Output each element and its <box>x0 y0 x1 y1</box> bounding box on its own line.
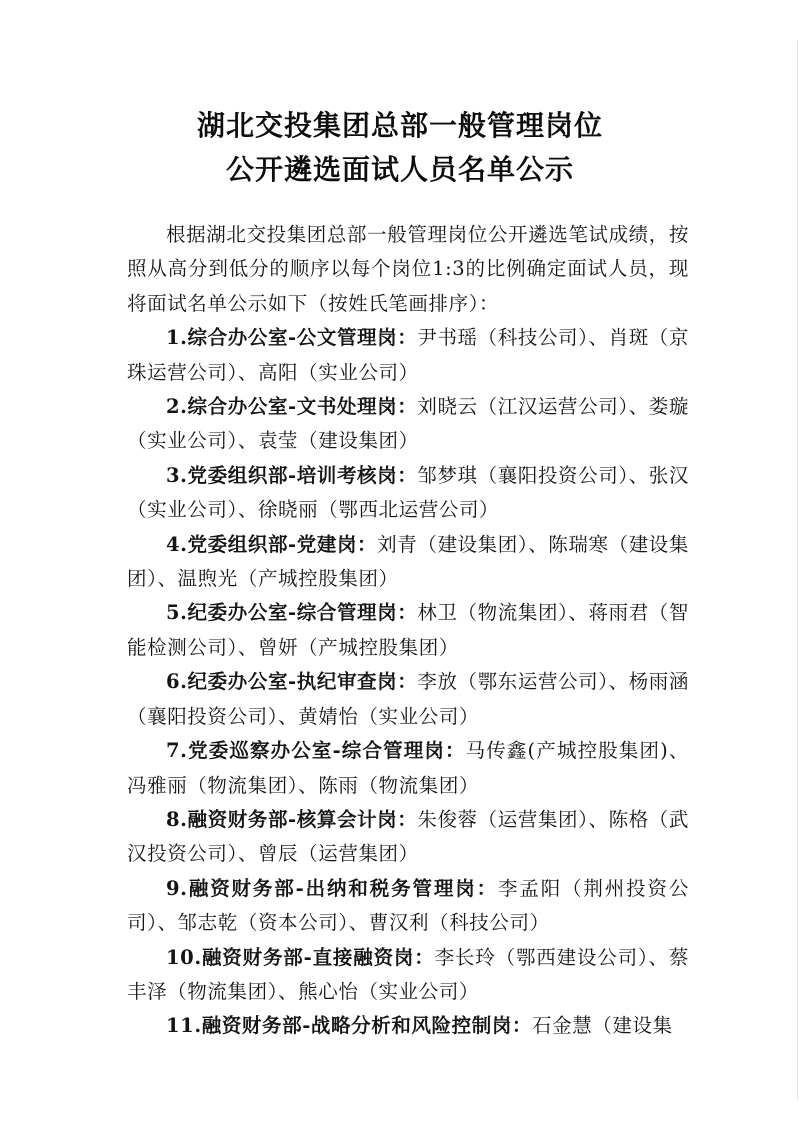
position-label: 2.综合办公室-文书处理岗： <box>166 395 418 419</box>
list-item <box>127 390 689 459</box>
candidate-names: 邹梦琪（襄阳投资公司）、张汉（实业公司）、徐晓丽（鄂西北运营公司） <box>127 463 690 522</box>
position-label: 8.融资财务部-核算会计岗： <box>166 807 418 831</box>
candidate-names: 尹书瑶（科技公司）、肖斑（京珠运营公司）、高阳（实业公司） <box>127 326 690 384</box>
list-item <box>127 734 689 803</box>
list-item <box>127 321 689 390</box>
intro-paragraph: 根据湖北交投集团总部一般管理岗位公开遴选笔试成绩，按照从高分到低分的顺序以每个岗位1:3的比例确定面试人员，现将面试名单公示如下（按姓氏笔画排序）： <box>127 223 689 315</box>
candidate-names: 马传鑫(产城控股集团)、冯雅丽（物流集团）、陈雨（物流集团） <box>127 739 689 797</box>
list-item <box>127 596 689 665</box>
document-title-line-1: 湖北交投集团总部一般管理岗位 <box>196 109 603 142</box>
position-label: 9.融资财务部-出纳和税务管理岗： <box>166 876 498 900</box>
list-item <box>127 872 689 941</box>
candidate-names: 李孟阳（荆州投资公司）、邹志乾（资本公司）、曹汉利（科技公司） <box>127 876 689 935</box>
candidate-names: 李放（鄂东运营公司）、杨雨涵（襄阳投资公司）、黄婧怡（实业公司） <box>127 670 690 728</box>
document-title-line-2: 公开遴选面试人员名单公示 <box>225 153 574 186</box>
position-label: 10.融资财务部-直接融资岗： <box>166 945 435 969</box>
position-label: 11.融资财务部-战略分析和风险控制岗： <box>166 1014 533 1038</box>
candidate-names: 刘晓云（江汉运营公司）、娄璇（实业公司）、袁莹（建设集团） <box>127 395 690 453</box>
list-item <box>127 941 689 1010</box>
list-item <box>127 459 689 528</box>
list-item <box>127 1009 689 1043</box>
scan-edge-line <box>797 40 798 1100</box>
position-label: 4.党委组织部-党建岗： <box>166 532 378 556</box>
position-label: 1.综合办公室-公文管理岗： <box>166 326 418 350</box>
candidate-names: 林卫（物流集团）、蒋雨君（智能检测公司）、曾妍（产城控股集团） <box>127 601 690 659</box>
candidate-names: 石金慧（建设集 <box>532 1014 673 1038</box>
document-body <box>127 218 689 1044</box>
position-label: 5.纪委办公室-综合管理岗： <box>166 601 418 625</box>
list-item <box>127 665 689 734</box>
position-label: 3.党委组织部-培训考核岗： <box>166 463 418 487</box>
position-label: 6.纪委办公室-执纪审查岗： <box>166 670 418 694</box>
candidate-names: 刘青（建设集团）、陈瑞寒（建设集团）、温煦光（产城控股集团） <box>127 532 690 591</box>
list-item <box>127 528 689 597</box>
position-label: 7.党委巡察办公室-综合管理岗： <box>166 739 466 763</box>
candidate-names: 李长玲（鄂西建设公司）、蔡丰泽（物流集团）、熊心怡（实业公司） <box>127 945 689 1003</box>
candidate-names: 朱俊蓉（运营集团）、陈格（武汉投资公司）、曾辰（运营集团） <box>127 807 690 866</box>
list-item <box>127 803 689 872</box>
